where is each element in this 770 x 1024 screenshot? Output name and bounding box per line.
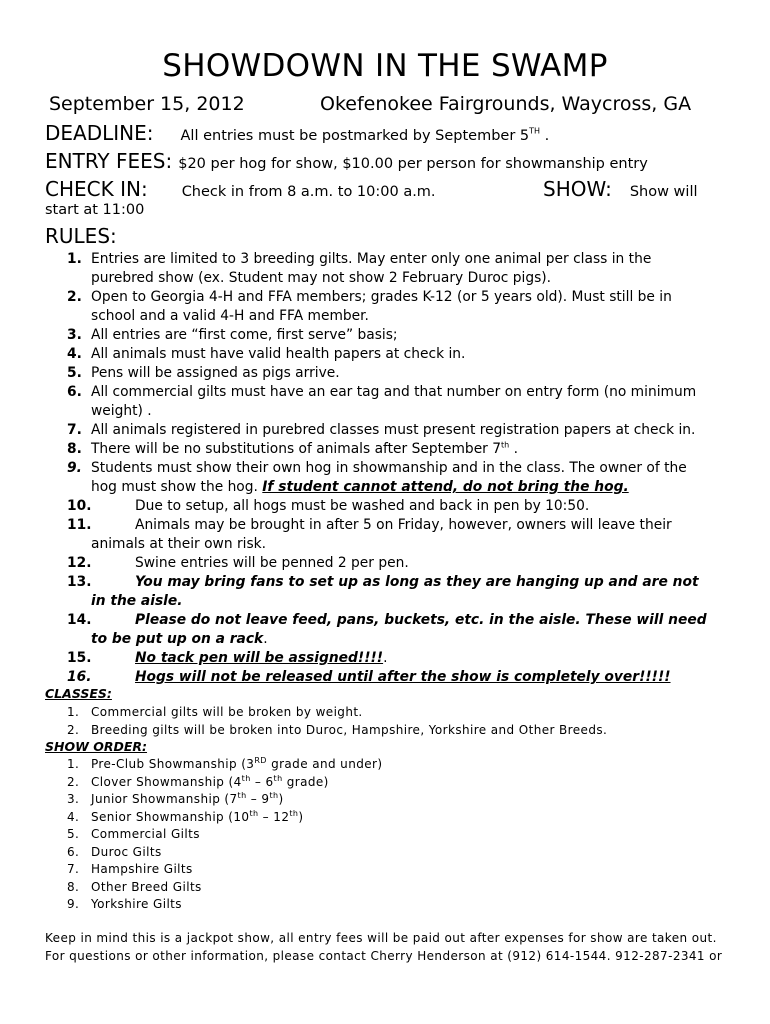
rule-item: 5. Pens will be assigned as pigs arrive. [67,365,340,381]
check-in-label: CHECK IN: [45,177,148,201]
show-order-list [45,756,382,914]
rule-item: 13. You may bring fans to set up as long as they are hanging up and are not in the aisle. [67,574,699,609]
list-item: 8. Other Breed Gilts [67,879,202,894]
page-title: SHOWDOWN IN THE SWAMP [162,48,608,84]
rule-item: 1. Entries are limited to 3 breeding gilts. May enter only one animal per class in the purebred show (ex. Student may not show 2 February Duroc pigs). [67,251,652,286]
list-item: 9. Yorkshire Gilts [67,897,182,911]
list-item: 7. Hampshire Gilts [67,862,193,876]
footer-line: Keep in mind this is a jackpot show, all entry fees will be paid out after expenses for show are taken out. [45,931,717,945]
show-time-row [543,177,698,201]
event-date: September 15, 2012 [49,93,245,115]
rule-item: 3. All entries are “first come, first serve” basis; [67,327,398,343]
entry-fees-text: $20 per hog for show, $10.00 per person for showmanship entry [178,156,648,172]
rule-item: 12. Swine entries will be penned 2 per pen. [67,555,409,571]
show-text-continued: start at 11:00 [45,202,145,218]
footer-note [45,929,722,965]
list-item: 5. Commercial Gilts [67,827,200,841]
entry-fees-label: ENTRY FEES: [45,149,173,173]
rule-item: 7. All animals registered in purebred classes must present registration papers at check in. [67,422,696,438]
rule-item: 2. Open to Georgia 4-H and FFA members; grades K-12 (or 5 years old). Must still be in school and a valid 4-H and FFA member. [67,289,672,324]
entry-fees-row [45,149,648,173]
list-item: 2. Clover Showmanship (4th – 6th grade) [67,773,329,789]
list-item: 6. Duroc Gilts [67,844,162,859]
show-text: Show will [629,184,698,200]
rule-item: 6. All commercial gilts must have an ear tag and that number on entry form (no minimum weight) . [67,384,697,419]
rules-list [45,250,725,687]
deadline-tail: . [540,128,550,144]
show-label: SHOW: [543,177,612,201]
deadline-label: DEADLINE: [45,121,154,145]
classes-list [45,704,607,739]
list-item: 1. Pre-Club Showmanship (3RD grade and under) [67,756,383,771]
classes-heading: CLASSES: [45,686,112,701]
list-item: 1. Commercial gilts will be broken by weight. [67,705,363,719]
deadline-text: All entries must be postmarked by September 5 [180,128,530,144]
list-item: 3. Junior Showmanship (7th – 9th) [67,791,284,806]
check-in-row [45,177,436,201]
rule-item: 11. Animals may be brought in after 5 on Friday, however, owners will leave their animals at their own risk. [67,517,672,552]
check-in-text: Check in from 8 a.m. to 10:00 a.m. [181,184,436,200]
list-item: 4. Senior Showmanship (10th – 12th) [67,808,304,824]
rule-item: 4. All animals must have valid health papers at check in. [67,346,466,362]
rule-item: 10. Due to setup, all hogs must be washed and back in pen by 10:50. [67,498,590,514]
deadline-sup: TH [529,126,541,136]
footer-line: For questions or other information, please contact Cherry Henderson at (912) 614-1544. 912-287-2341 or [45,949,723,963]
rule-item: 14. Please do not leave feed, pans, buckets, etc. in the aisle. These will need to be put up on a rack. [67,612,707,647]
event-venue: Okefenokee Fairgrounds, Waycross, GA [320,93,692,115]
deadline-row [45,121,549,145]
rule-item: 16. Hogs will not be released until after the show is completely over!!!!! [67,669,671,685]
rule-item: 9. Students must show their own hog in showmanship and in the class. The owner of the hog must show the hog. If student cannot attend, do not bring the hog. [67,460,687,495]
rules-heading: RULES: [45,224,117,248]
show-order-heading: SHOW ORDER: [45,739,148,754]
rule-item: 8. There will be no substitutions of animals after September 7th . [67,440,519,457]
list-item: 2. Breeding gilts will be broken into Duroc, Hampshire, Yorkshire and Other Breeds. [67,722,608,737]
rule-item: 15. No tack pen will be assigned!!!!. [67,650,388,666]
